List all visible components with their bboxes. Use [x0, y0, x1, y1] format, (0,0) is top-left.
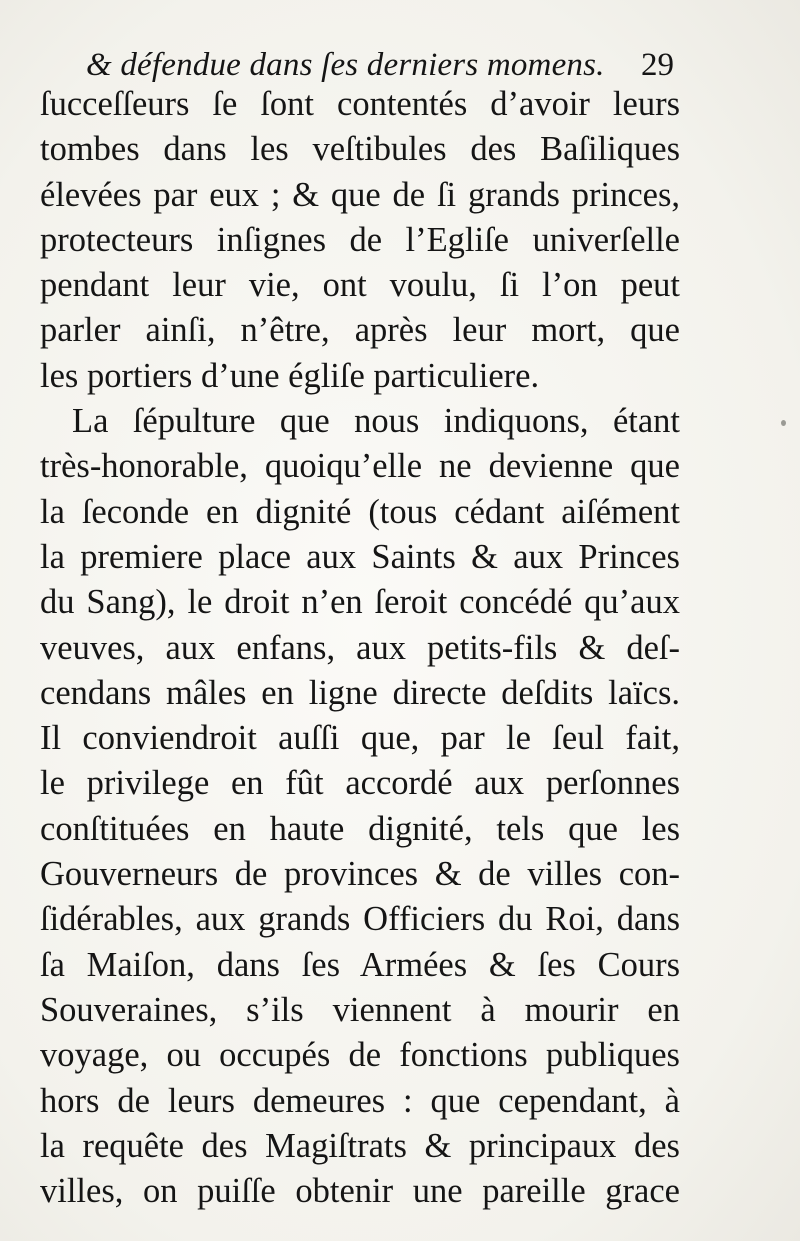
text-line: cendans mâles en ligne directe deſdits laïcs. — [40, 673, 680, 712]
text-line: villes, on puiſſe obtenir une pareille grace — [40, 1172, 680, 1211]
text-line: voyage, ou occupés de fonctions publiques — [40, 1036, 680, 1075]
running-head: & défendue dans ſes derniers momens. — [86, 47, 605, 83]
page-number: 29 — [641, 47, 674, 83]
text-line: ſucceſſeurs ſe ſont contentés d’avoir leurs — [40, 85, 680, 123]
paragraph-1 — [40, 82, 680, 399]
text-line: pendant leur vie, ont voulu, ſi l’on peut — [40, 266, 680, 305]
body-text — [40, 82, 680, 1214]
text-line: veuves, aux enfans, aux petits-fils & deſ- — [40, 628, 680, 667]
text-line: ſidérables, aux grands Officiers du Roi, dans — [40, 900, 680, 939]
text-line: élevées par eux ; & que de ſi grands princes, — [40, 175, 680, 214]
text-line: hors de leurs demeures : que cependant, à — [40, 1081, 680, 1120]
text-line: La ſépulture que nous indiquons, étant — [72, 402, 680, 441]
text-line: les portiers d’une égliſe particuliere. — [40, 356, 540, 395]
ink-speck — [781, 420, 786, 426]
text-line: la requête des Magiſtrats & principaux des — [40, 1126, 680, 1165]
text-line: protecteurs inſignes de l’Egliſe univerſelle — [40, 220, 680, 259]
text-line: ſa Maiſon, dans ſes Armées & ſes Cours — [40, 945, 680, 984]
text-line: Il conviendroit auſſi que, par le ſeul fait, — [40, 719, 680, 758]
text-line: Gouverneurs de provinces & de villes con- — [40, 855, 680, 894]
text-line: très-honorable, quoiqu’elle ne devienne que — [40, 447, 680, 486]
text-line: la ſeconde en dignité (tous cédant aiſément — [40, 492, 680, 531]
text-line: du Sang), le droit n’en ſeroit concédé qu’aux — [40, 583, 680, 622]
text-line: Souveraines, s’ils viennent à mourir en — [40, 990, 680, 1029]
text-line: conſtituées en haute dignité, tels que les — [40, 809, 680, 848]
text-line: le privilege en fût accordé aux perſonnes — [40, 764, 680, 803]
text-line: la premiere place aux Saints & aux Princes — [40, 537, 680, 576]
text-line: tombes dans les veſtibules des Baſiliques — [40, 130, 680, 169]
paragraph-2 — [40, 399, 680, 1214]
text-line: parler ainſi, n’être, après leur mort, que — [40, 311, 680, 350]
